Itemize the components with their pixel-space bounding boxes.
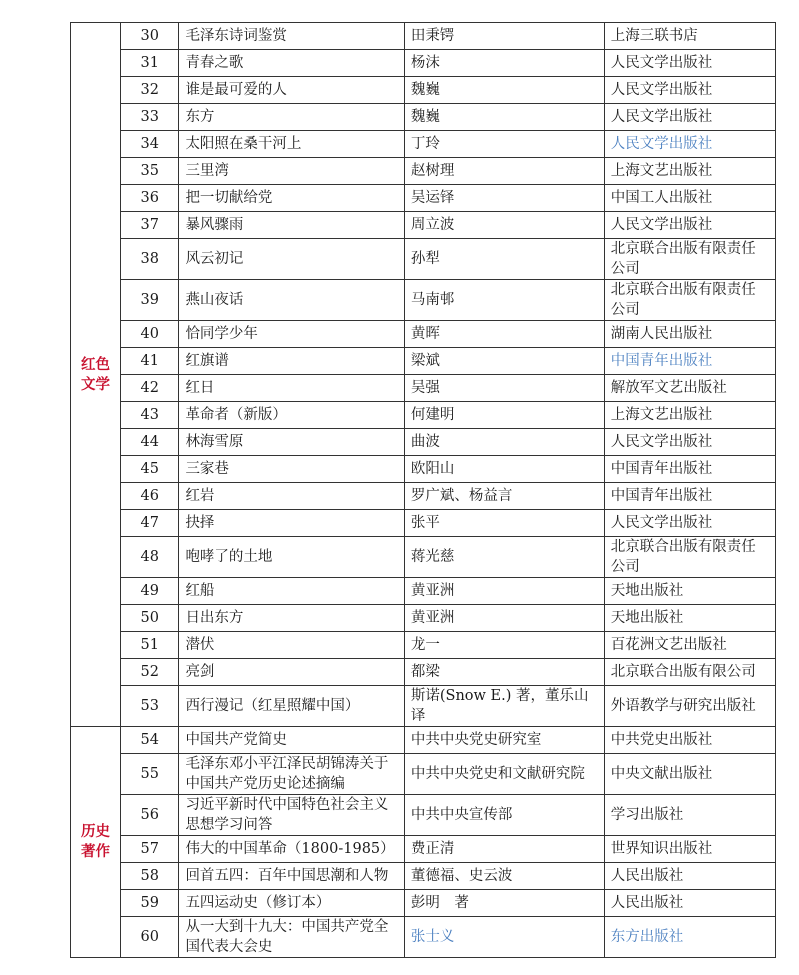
book-title: 潜伏 <box>179 632 404 659</box>
table-row <box>71 686 776 727</box>
book-publisher: 上海三联书店 <box>604 23 775 50</box>
book-author: 蒋光慈 <box>404 537 604 578</box>
book-publisher: 湖南人民出版社 <box>604 321 775 348</box>
book-title: 西行漫记（红星照耀中国） <box>179 686 404 727</box>
book-author: 丁玲 <box>404 131 604 158</box>
book-publisher: 世界知识出版社 <box>604 836 775 863</box>
book-title: 林海雪原 <box>179 429 404 456</box>
table-row <box>71 280 776 321</box>
category-label: 红色文学 <box>71 23 121 727</box>
book-title: 燕山夜话 <box>179 280 404 321</box>
table-row <box>71 50 776 77</box>
table-row <box>71 104 776 131</box>
book-title: 从一大到十九大：中国共产党全国代表大会史 <box>179 917 404 958</box>
table-row <box>71 836 776 863</box>
book-author: 曲波 <box>404 429 604 456</box>
book-author: 中共中央党史和文献研究院 <box>404 754 604 795</box>
row-number: 31 <box>120 50 178 77</box>
book-title: 红岩 <box>179 483 404 510</box>
book-author: 张士义 <box>404 917 604 958</box>
table-row <box>71 348 776 375</box>
book-author: 董德福、史云波 <box>404 863 604 890</box>
book-title: 三家巷 <box>179 456 404 483</box>
table-row <box>71 429 776 456</box>
book-title: 亮剑 <box>179 659 404 686</box>
book-publisher: 中国青年出版社 <box>604 348 775 375</box>
book-author: 田秉锷 <box>404 23 604 50</box>
book-author: 中共中央宣传部 <box>404 795 604 836</box>
row-number: 59 <box>120 890 178 917</box>
book-publisher: 人民文学出版社 <box>604 104 775 131</box>
book-author: 何建明 <box>404 402 604 429</box>
row-number: 47 <box>120 510 178 537</box>
row-number: 55 <box>120 754 178 795</box>
row-number: 37 <box>120 212 178 239</box>
book-title: 青春之歌 <box>179 50 404 77</box>
table-row <box>71 375 776 402</box>
book-publisher: 中国工人出版社 <box>604 185 775 212</box>
book-publisher: 人民文学出版社 <box>604 212 775 239</box>
book-publisher: 人民出版社 <box>604 863 775 890</box>
book-author: 赵树理 <box>404 158 604 185</box>
table-row <box>71 131 776 158</box>
table-row <box>71 185 776 212</box>
book-publisher: 人民文学出版社 <box>604 50 775 77</box>
row-number: 35 <box>120 158 178 185</box>
table-row <box>71 890 776 917</box>
book-author: 杨沫 <box>404 50 604 77</box>
row-number: 46 <box>120 483 178 510</box>
book-publisher: 解放军文艺出版社 <box>604 375 775 402</box>
book-publisher: 百花洲文艺出版社 <box>604 632 775 659</box>
book-publisher: 中央文献出版社 <box>604 754 775 795</box>
book-title: 把一切献给党 <box>179 185 404 212</box>
book-author: 彭明 著 <box>404 890 604 917</box>
book-title: 恰同学少年 <box>179 321 404 348</box>
table-row <box>71 456 776 483</box>
book-title: 毛泽东诗词鉴赏 <box>179 23 404 50</box>
row-number: 49 <box>120 578 178 605</box>
table-row <box>71 402 776 429</box>
row-number: 51 <box>120 632 178 659</box>
book-author: 吴运铎 <box>404 185 604 212</box>
book-title: 抉择 <box>179 510 404 537</box>
table-row <box>71 863 776 890</box>
book-author: 周立波 <box>404 212 604 239</box>
row-number: 36 <box>120 185 178 212</box>
row-number: 43 <box>120 402 178 429</box>
book-title: 东方 <box>179 104 404 131</box>
table-row <box>71 483 776 510</box>
book-author: 龙一 <box>404 632 604 659</box>
row-number: 38 <box>120 239 178 280</box>
book-author: 费正清 <box>404 836 604 863</box>
book-publisher: 外语教学与研究出版社 <box>604 686 775 727</box>
row-number: 58 <box>120 863 178 890</box>
table-row <box>71 77 776 104</box>
table-row <box>71 917 776 958</box>
book-author: 欧阳山 <box>404 456 604 483</box>
book-author: 张平 <box>404 510 604 537</box>
row-number: 60 <box>120 917 178 958</box>
book-title: 伟大的中国革命（1800-1985） <box>179 836 404 863</box>
book-title: 红船 <box>179 578 404 605</box>
book-author: 黄亚洲 <box>404 605 604 632</box>
table-row <box>71 754 776 795</box>
book-author: 斯诺(Snow E.) 著，董乐山 译 <box>404 686 604 727</box>
book-title: 日出东方 <box>179 605 404 632</box>
table-row <box>71 321 776 348</box>
book-publisher: 人民文学出版社 <box>604 131 775 158</box>
book-publisher: 北京联合出版有限公司 <box>604 659 775 686</box>
table-row <box>71 158 776 185</box>
row-number: 33 <box>120 104 178 131</box>
row-number: 39 <box>120 280 178 321</box>
table-row <box>71 537 776 578</box>
table-row <box>71 795 776 836</box>
book-title: 革命者（新版） <box>179 402 404 429</box>
category-label: 历史著作 <box>71 727 121 958</box>
table-row <box>71 578 776 605</box>
book-title: 习近平新时代中国特色社会主义思想学习问答 <box>179 795 404 836</box>
book-title: 谁是最可爱的人 <box>179 77 404 104</box>
table-body <box>71 23 776 958</box>
book-title: 红旗谱 <box>179 348 404 375</box>
row-number: 34 <box>120 131 178 158</box>
row-number: 56 <box>120 795 178 836</box>
book-publisher: 人民文学出版社 <box>604 429 775 456</box>
book-publisher: 北京联合出版有限责任公司 <box>604 537 775 578</box>
book-title: 三里湾 <box>179 158 404 185</box>
book-publisher: 天地出版社 <box>604 578 775 605</box>
table-row <box>71 605 776 632</box>
row-number: 30 <box>120 23 178 50</box>
book-author: 黄亚洲 <box>404 578 604 605</box>
table-row <box>71 632 776 659</box>
book-publisher: 上海文艺出版社 <box>604 158 775 185</box>
book-title: 暴风骤雨 <box>179 212 404 239</box>
book-author: 都梁 <box>404 659 604 686</box>
book-publisher: 东方出版社 <box>604 917 775 958</box>
row-number: 45 <box>120 456 178 483</box>
book-author: 吴强 <box>404 375 604 402</box>
book-list-table <box>70 22 776 958</box>
book-title: 太阳照在桑干河上 <box>179 131 404 158</box>
table-row <box>71 510 776 537</box>
row-number: 53 <box>120 686 178 727</box>
row-number: 32 <box>120 77 178 104</box>
row-number: 41 <box>120 348 178 375</box>
book-publisher: 人民文学出版社 <box>604 77 775 104</box>
book-title: 回首五四：百年中国思潮和人物 <box>179 863 404 890</box>
book-publisher: 学习出版社 <box>604 795 775 836</box>
book-publisher: 中共党史出版社 <box>604 727 775 754</box>
book-author: 孙犁 <box>404 239 604 280</box>
book-publisher: 北京联合出版有限责任公司 <box>604 280 775 321</box>
book-title: 红日 <box>179 375 404 402</box>
book-publisher: 天地出版社 <box>604 605 775 632</box>
table-row <box>71 727 776 754</box>
book-publisher: 人民文学出版社 <box>604 510 775 537</box>
book-author: 罗广斌、杨益言 <box>404 483 604 510</box>
row-number: 48 <box>120 537 178 578</box>
book-author: 马南邨 <box>404 280 604 321</box>
row-number: 50 <box>120 605 178 632</box>
table-row <box>71 239 776 280</box>
book-publisher: 中国青年出版社 <box>604 456 775 483</box>
book-author: 中共中央党史研究室 <box>404 727 604 754</box>
row-number: 40 <box>120 321 178 348</box>
book-author: 魏巍 <box>404 77 604 104</box>
table-row <box>71 659 776 686</box>
book-author: 魏巍 <box>404 104 604 131</box>
book-title: 五四运动史（修订本） <box>179 890 404 917</box>
book-title: 中国共产党简史 <box>179 727 404 754</box>
book-title: 毛泽东邓小平江泽民胡锦涛关于中国共产党历史论述摘编 <box>179 754 404 795</box>
table-row <box>71 23 776 50</box>
row-number: 54 <box>120 727 178 754</box>
book-title: 风云初记 <box>179 239 404 280</box>
row-number: 44 <box>120 429 178 456</box>
row-number: 57 <box>120 836 178 863</box>
book-publisher: 上海文艺出版社 <box>604 402 775 429</box>
book-author: 黄晖 <box>404 321 604 348</box>
book-author: 梁斌 <box>404 348 604 375</box>
row-number: 42 <box>120 375 178 402</box>
book-publisher: 中国青年出版社 <box>604 483 775 510</box>
book-title: 咆哮了的土地 <box>179 537 404 578</box>
book-publisher: 人民出版社 <box>604 890 775 917</box>
book-publisher: 北京联合出版有限责任公司 <box>604 239 775 280</box>
table-row <box>71 212 776 239</box>
row-number: 52 <box>120 659 178 686</box>
